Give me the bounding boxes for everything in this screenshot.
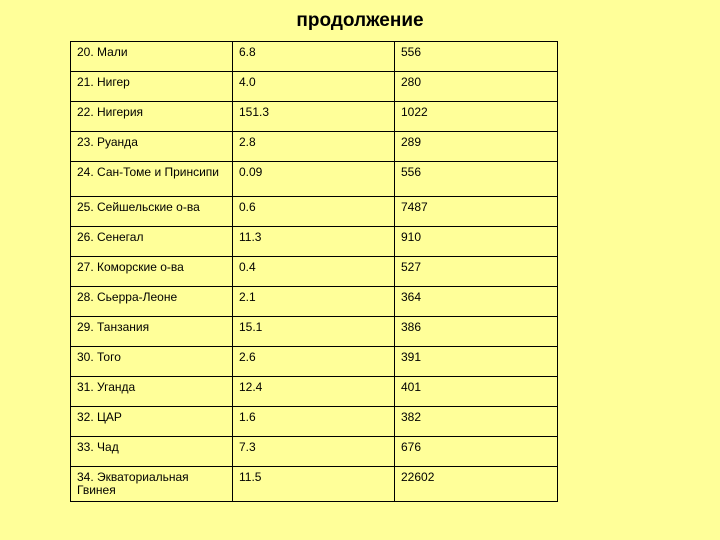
table-row	[71, 347, 558, 377]
value1-cell: 11.5	[233, 467, 395, 502]
value2-cell: 7487	[395, 197, 558, 227]
country-cell: 21. Нигер	[71, 72, 233, 102]
value1-cell: 2.6	[233, 347, 395, 377]
value1-cell: 1.6	[233, 407, 395, 437]
value1-cell: 12.4	[233, 377, 395, 407]
country-cell: 32. ЦАР	[71, 407, 233, 437]
value2-cell: 386	[395, 317, 558, 347]
value2-cell: 527	[395, 257, 558, 287]
country-cell: 23. Руанда	[71, 132, 233, 162]
value2-cell: 382	[395, 407, 558, 437]
table-body	[71, 42, 558, 502]
table-row	[71, 407, 558, 437]
value1-cell: 0.09	[233, 162, 395, 197]
table-row	[71, 467, 558, 502]
value1-cell: 0.6	[233, 197, 395, 227]
value1-cell: 2.8	[233, 132, 395, 162]
data-table	[70, 41, 558, 502]
table-row	[71, 132, 558, 162]
table-row	[71, 317, 558, 347]
page-title: продолжение	[296, 10, 424, 31]
value1-cell: 4.0	[233, 72, 395, 102]
value2-cell: 22602	[395, 467, 558, 502]
value2-cell: 1022	[395, 102, 558, 132]
value1-cell: 2.1	[233, 287, 395, 317]
value2-cell: 391	[395, 347, 558, 377]
country-cell: 34. Экваториальная Гвинея	[71, 467, 233, 502]
value2-cell: 280	[395, 72, 558, 102]
country-cell: 26. Сенегал	[71, 227, 233, 257]
value1-cell: 0.4	[233, 257, 395, 287]
table-row	[71, 102, 558, 132]
country-cell: 27. Коморские о-ва	[71, 257, 233, 287]
value2-cell: 364	[395, 287, 558, 317]
country-cell: 28. Сьерра-Леоне	[71, 287, 233, 317]
value2-cell: 676	[395, 437, 558, 467]
country-cell: 33. Чад	[71, 437, 233, 467]
value1-cell: 6.8	[233, 42, 395, 72]
table-row	[71, 162, 558, 197]
table-row	[71, 437, 558, 467]
value1-cell: 11.3	[233, 227, 395, 257]
table-row	[71, 42, 558, 72]
value2-cell: 910	[395, 227, 558, 257]
value1-cell: 7.3	[233, 437, 395, 467]
table-row	[71, 72, 558, 102]
value2-cell: 556	[395, 162, 558, 197]
table-row	[71, 287, 558, 317]
table-row	[71, 227, 558, 257]
value1-cell: 151.3	[233, 102, 395, 132]
country-cell: 30. Того	[71, 347, 233, 377]
country-cell: 24. Сан-Томе и Принсипи	[71, 162, 233, 197]
value2-cell: 289	[395, 132, 558, 162]
country-cell: 31. Уганда	[71, 377, 233, 407]
country-cell: 20. Мали	[71, 42, 233, 72]
table-row	[71, 197, 558, 227]
country-cell: 22. Нигерия	[71, 102, 233, 132]
country-cell: 29. Танзания	[71, 317, 233, 347]
country-cell: 25. Сейшельские о-ва	[71, 197, 233, 227]
value2-cell: 401	[395, 377, 558, 407]
value2-cell: 556	[395, 42, 558, 72]
table-row	[71, 377, 558, 407]
value1-cell: 15.1	[233, 317, 395, 347]
table-row	[71, 257, 558, 287]
